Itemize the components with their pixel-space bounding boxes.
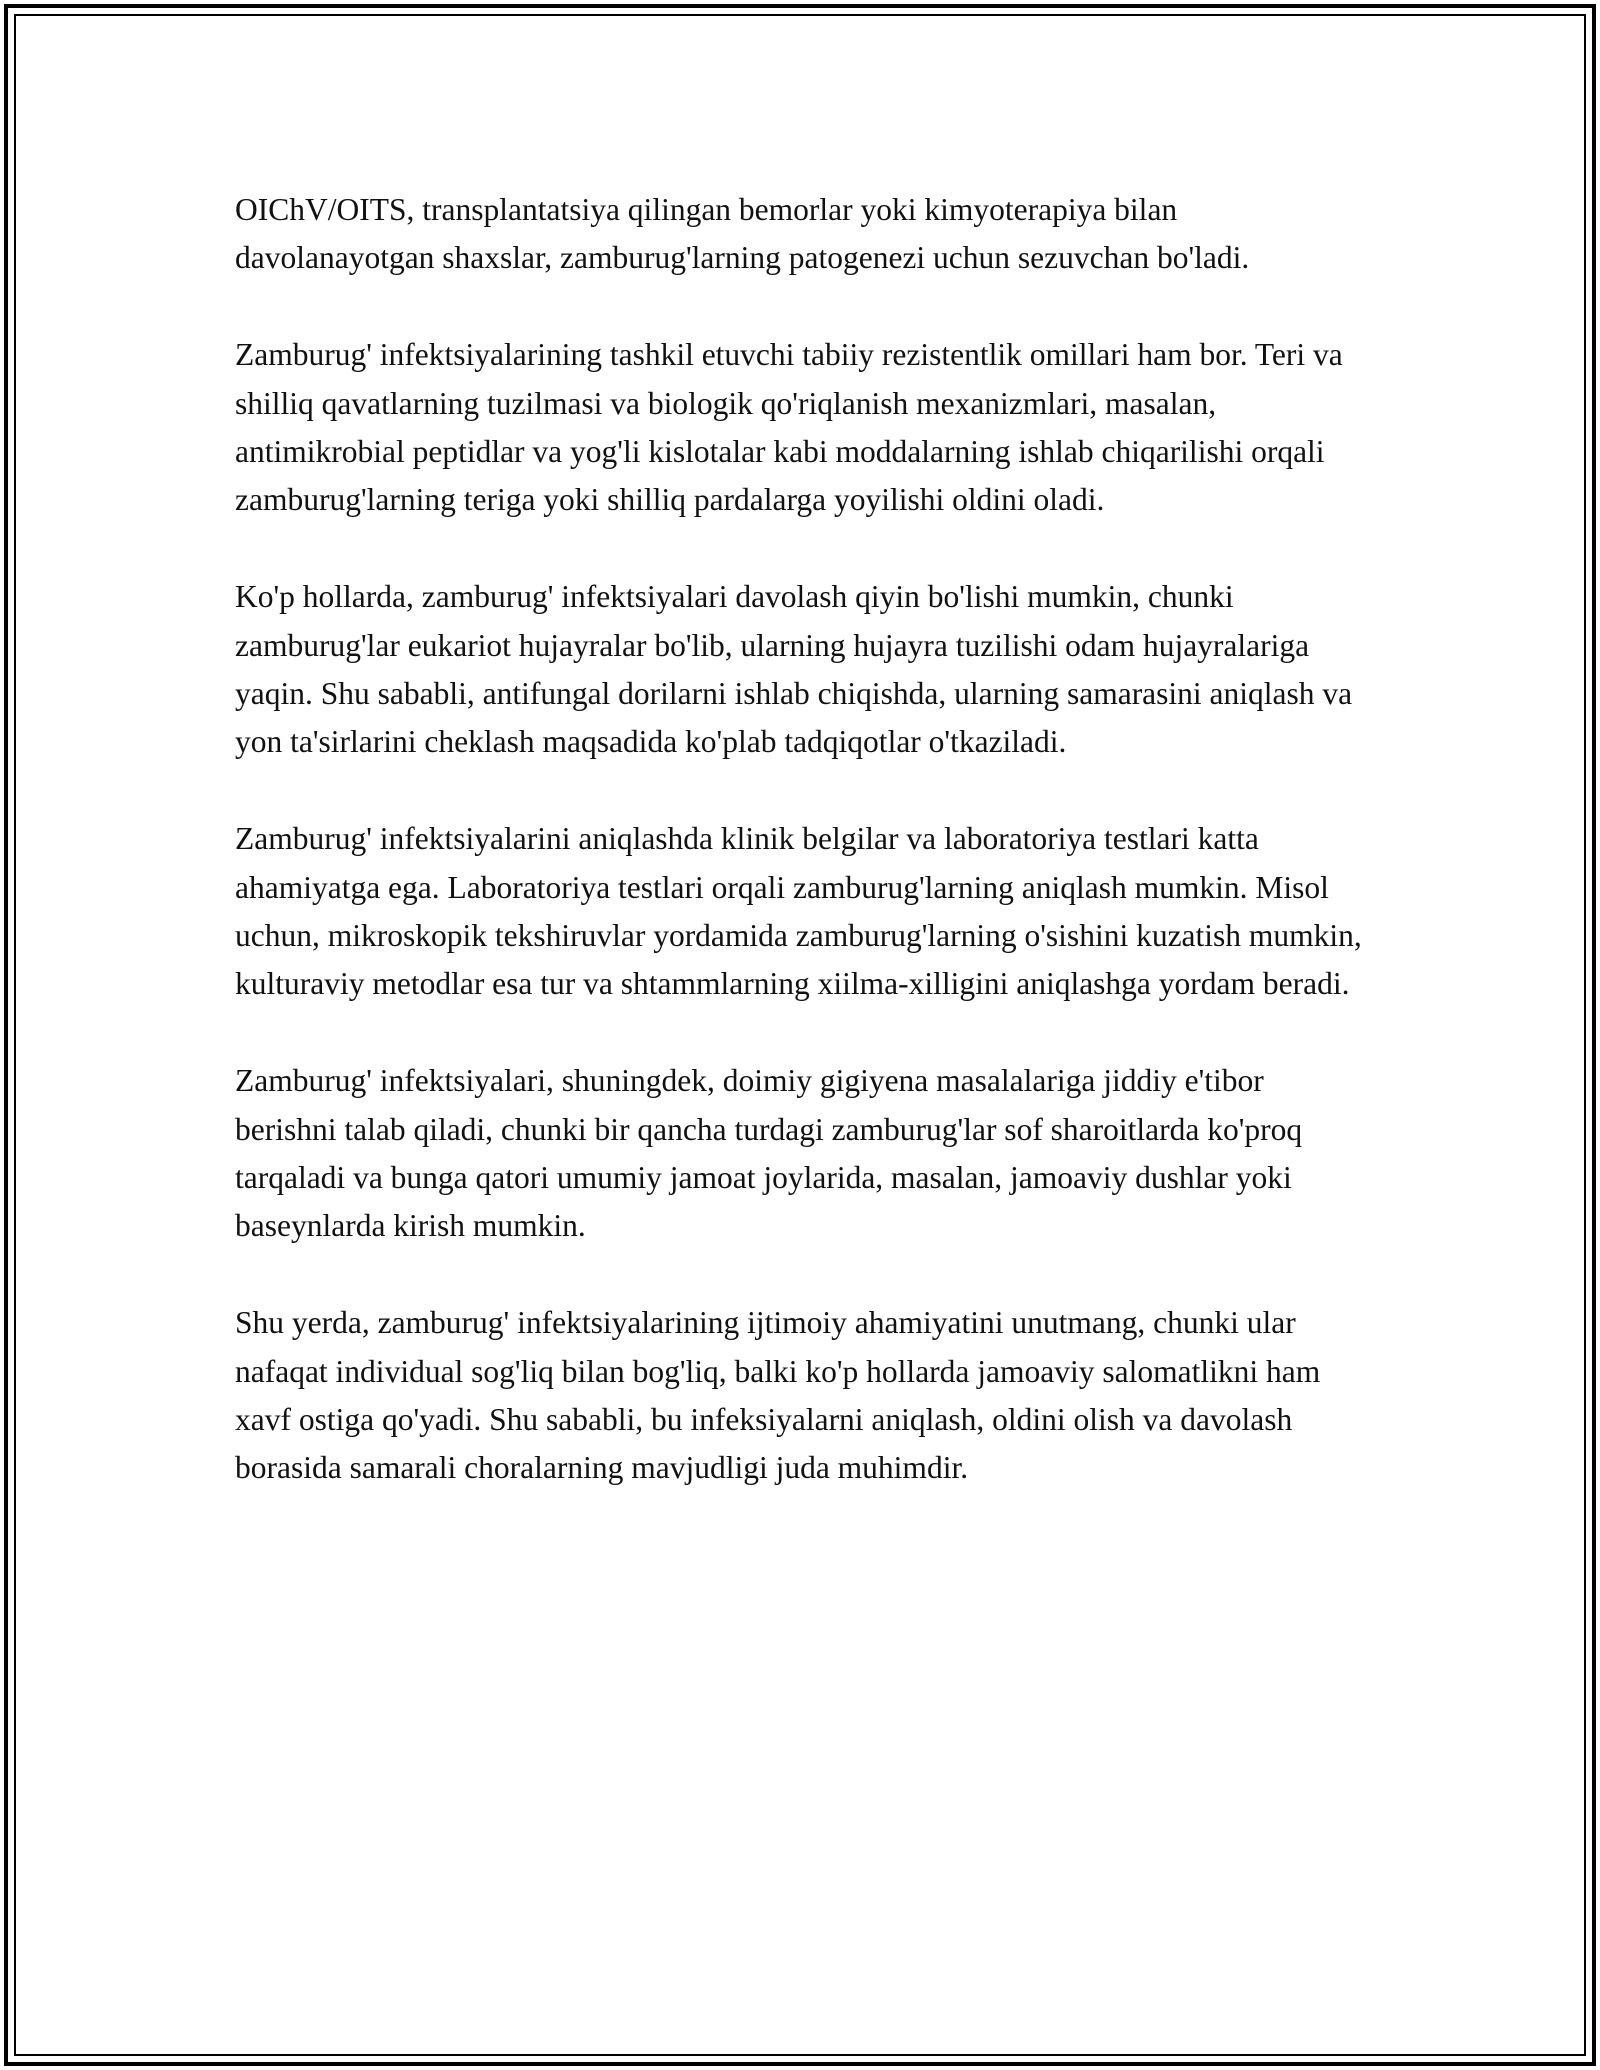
paragraph-1: OIChV/OITS, transplantatsiya qilingan bemorlar yoki kimyoterapiya bilan davolanayotgan shaxslar, zamburug'larning patogenezi uchun sezuvchan bo'ladi. [235,192,1250,276]
paragraph-5: Zamburug' infektsiyalari, shuningdek, doimiy gigiyena masalalariga jiddiy e'tibor berishni talab qiladi, chunki bir qancha turdagi zamburug'lar sof sharoitlarda ko'proq tarqaladi va bunga qatori umumiy jamoat joylarida, masalan, jamoaviy dushlar yoki baseynlarda kirish mumkin. [235,1063,1303,1244]
paragraph-4: Zamburug' infektsiyalarini aniqlashda klinik belgilar va laboratoriya testlari katta ahamiyatga ega. Laboratoriya testlari orqali zamburug'larning aniqlash mumkin. Misol uchun, mikroskopik tekshiruvlar yordamida zamburug'larning o'sishini kuzatish mumkin, kulturaviy metodlar esa tur va shtammlarning xiilma-xilligini aniqlashga yordam beradi. [235,821,1362,1002]
document-body [235,186,1365,1541]
paragraph-3: Ko'p hollarda, zamburug' infektsiyalari davolash qiyin bo'lishi mumkin, chunki zamburug'lar eukariot hujayralar bo'lib, ularning hujayra tuzilishi odam hujayralariga yaqin. Shu sababli, antifungal dorilarni ishlab chiqishda, ularning samarasini aniqlash va yon ta'sirlarini cheklash maqsadida ko'plab tadqiqotlar o'tkaziladi. [235,579,1353,760]
paragraph-6: Shu yerda, zamburug' infektsiyalarining ijtimoiy ahamiyatini unutmang, chunki ular nafaqat individual sog'liq bilan bog'liq, balki ko'p hollarda jamoaviy salomatlikni ham xavf ostiga qo'yadi. Shu sababli, bu infeksiyalarni aniqlash, oldini olish va davolash borasida samarali choralarning mavjudligi juda muhimdir. [235,1305,1321,1486]
paragraph-2: Zamburug' infektsiyalarining tashkil etuvchi tabiiy rezistentlik omillari ham bor. Teri va shilliq qavatlarning tuzilmasi va biologik qo'riqlanish mexanizmlari, masalan, antimikrobial peptidlar va yog'li kislotalar kabi moddalarning ishlab chiqarilishi orqali zamburug'larning teriga yoki shilliq pardalarga yoyilishi oldini oladi. [235,337,1343,518]
